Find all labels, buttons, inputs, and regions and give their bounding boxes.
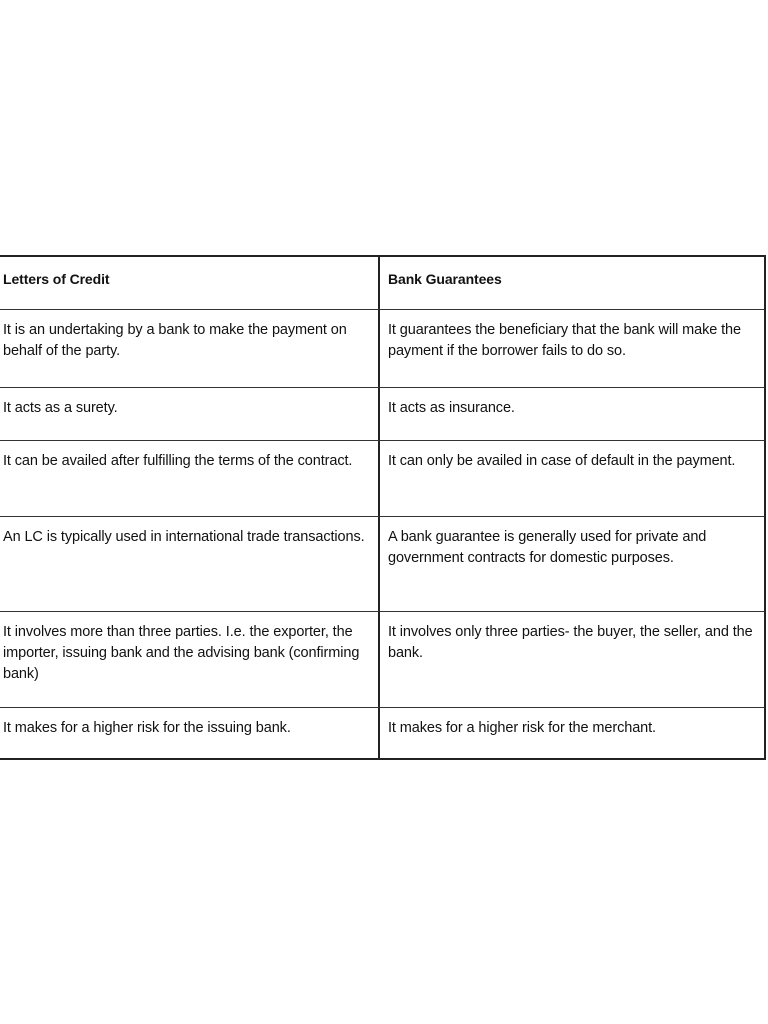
table-cell-lc: It can be availed after fulfilling the terms of the contract.	[3, 453, 353, 469]
table-cell-lc: An LC is typically used in international trade transactions.	[3, 529, 365, 545]
table-row	[0, 708, 764, 758]
table-row	[0, 612, 764, 708]
table-cell-bg: It can only be availed in case of default in the payment.	[378, 441, 764, 516]
table-cell-lc: It is an undertaking by a bank to make the payment on behalf of the party.	[3, 322, 347, 359]
table-cell-bg: It acts as insurance.	[378, 388, 764, 440]
header-letters-of-credit: Letters of Credit	[3, 271, 110, 287]
table-cell-lc: It involves more than three parties. I.e. the exporter, the importer, issuing bank and the advising bank (confirming bank)	[3, 624, 360, 682]
comparison-table	[0, 255, 766, 760]
table-cell-bg: It involves only three parties- the buyer, the seller, and the bank.	[378, 612, 764, 707]
table-cell-bg: It makes for a higher risk for the merchant.	[378, 708, 764, 758]
table-cell-bg: A bank guarantee is generally used for private and government contracts for domestic purposes.	[378, 517, 764, 611]
table-cell-lc: It makes for a higher risk for the issuing bank.	[3, 720, 291, 736]
table-row	[0, 310, 764, 388]
table-cell-lc: It acts as a surety.	[3, 400, 118, 416]
table-row	[0, 388, 764, 441]
header-bank-guarantees: Bank Guarantees	[378, 257, 764, 309]
table-header-row	[0, 257, 764, 310]
table-row	[0, 441, 764, 517]
table-cell-bg: It guarantees the beneficiary that the bank will make the payment if the borrower fails to do so.	[378, 310, 764, 387]
table-row	[0, 517, 764, 612]
